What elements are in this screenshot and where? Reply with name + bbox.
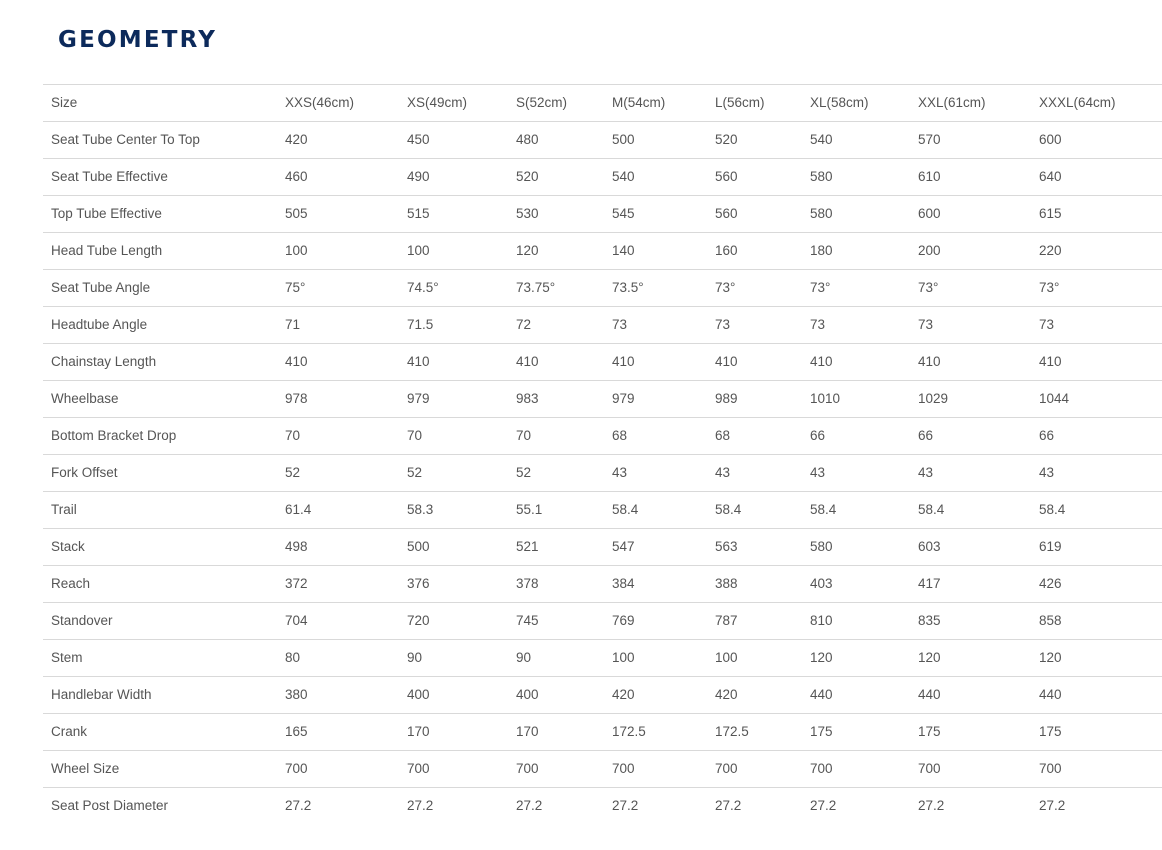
cell-value: 810	[810, 613, 833, 628]
cell-value: 440	[1039, 687, 1062, 702]
cell-value: 73°	[1039, 280, 1060, 295]
cell-value: 43	[715, 465, 731, 480]
cell-value: 521	[516, 539, 539, 554]
cell-value: 52	[285, 465, 301, 480]
cell-value: 769	[612, 613, 635, 628]
row-label: Wheelbase	[51, 391, 119, 406]
cell-value: 700	[516, 761, 539, 776]
cell-value: 603	[918, 539, 941, 554]
cell-value: 100	[407, 243, 430, 258]
cell-value: 700	[918, 761, 941, 776]
row-label: Seat Tube Center To Top	[51, 132, 200, 147]
cell-value: 73	[918, 317, 934, 332]
cell-value: 66	[918, 428, 934, 443]
cell-value: 27.2	[407, 798, 434, 814]
cell-value: 1029	[918, 391, 949, 406]
cell-value: 440	[918, 687, 941, 702]
cell-value: 426	[1039, 576, 1062, 591]
cell-value: 73	[715, 317, 731, 332]
table-row	[43, 196, 1162, 233]
cell-value: 417	[918, 576, 941, 591]
table-row	[43, 529, 1162, 566]
cell-value: 43	[1039, 465, 1055, 480]
row-label: Top Tube Effective	[51, 206, 162, 221]
cell-value: 160	[715, 243, 738, 258]
cell-value: 70	[407, 428, 423, 443]
cell-value: 43	[612, 465, 628, 480]
cell-value: 615	[1039, 206, 1062, 221]
cell-value: 27.2	[612, 798, 639, 814]
row-label: Headtube Angle	[51, 317, 148, 332]
row-label: Stem	[51, 650, 83, 665]
table-row	[43, 344, 1162, 381]
cell-value: 66	[810, 428, 826, 443]
cell-value: 410	[516, 354, 539, 369]
cell-value: 540	[810, 132, 833, 147]
cell-value: 372	[285, 576, 308, 591]
table-row	[43, 233, 1162, 270]
cell-value: 547	[612, 539, 635, 554]
cell-value: 410	[918, 354, 941, 369]
cell-value: 410	[1039, 354, 1062, 369]
cell-value: 61.4	[285, 502, 312, 517]
cell-value: 580	[810, 539, 833, 554]
cell-value: 71	[285, 317, 301, 332]
table-row	[43, 677, 1162, 714]
cell-value: 140	[612, 243, 635, 258]
cell-value: 540	[612, 169, 635, 184]
cell-value: 220	[1039, 243, 1062, 258]
table-row	[43, 270, 1162, 307]
cell-value: 410	[285, 354, 308, 369]
cell-value: 619	[1039, 539, 1062, 554]
cell-value: 505	[285, 206, 308, 221]
cell-value: 27.2	[285, 798, 312, 814]
row-label: Chainstay Length	[51, 354, 157, 369]
cell-value: 73°	[810, 280, 831, 295]
cell-value: 27.2	[715, 798, 742, 814]
cell-value: 58.4	[1039, 502, 1066, 517]
table-row	[43, 566, 1162, 603]
size-header: XXL(61cm)	[918, 95, 986, 110]
cell-value: 90	[516, 650, 532, 665]
cell-value: 70	[285, 428, 301, 443]
row-label: Bottom Bracket Drop	[51, 428, 177, 443]
cell-value: 172.5	[612, 724, 646, 739]
cell-value: 600	[1039, 132, 1062, 147]
cell-value: 170	[407, 724, 430, 739]
cell-value: 520	[516, 169, 539, 184]
cell-value: 120	[918, 650, 941, 665]
table-row	[43, 640, 1162, 677]
cell-value: 200	[918, 243, 941, 258]
cell-value: 440	[810, 687, 833, 702]
cell-value: 73°	[918, 280, 939, 295]
cell-value: 420	[285, 132, 308, 147]
cell-value: 58.4	[612, 502, 639, 517]
cell-value: 388	[715, 576, 738, 591]
cell-value: 165	[285, 724, 308, 739]
cell-value: 400	[516, 687, 539, 702]
cell-value: 580	[810, 169, 833, 184]
table-row	[43, 751, 1162, 788]
row-label: Seat Tube Effective	[51, 169, 168, 184]
cell-value: 175	[1039, 724, 1062, 739]
row-label: Reach	[51, 576, 91, 591]
cell-value: 410	[407, 354, 430, 369]
cell-value: 700	[612, 761, 635, 776]
cell-value: 100	[715, 650, 738, 665]
cell-value: 73	[810, 317, 826, 332]
size-header: XXXL(64cm)	[1039, 95, 1116, 110]
row-label: Seat Tube Angle	[51, 280, 151, 295]
cell-value: 73	[612, 317, 628, 332]
cell-value: 1010	[810, 391, 841, 406]
table-row	[43, 159, 1162, 196]
size-header: XL(58cm)	[810, 95, 869, 110]
size-header: M(54cm)	[612, 95, 666, 110]
cell-value: 175	[810, 724, 833, 739]
table-row	[43, 492, 1162, 529]
cell-value: 640	[1039, 169, 1062, 184]
cell-value: 68	[612, 428, 628, 443]
cell-value: 68	[715, 428, 731, 443]
table-row	[43, 307, 1162, 344]
cell-value: 27.2	[1039, 798, 1066, 814]
cell-value: 58.4	[918, 502, 945, 517]
cell-value: 400	[407, 687, 430, 702]
cell-value: 600	[918, 206, 941, 221]
cell-value: 120	[516, 243, 539, 258]
cell-value: 979	[407, 391, 430, 406]
table-header-row	[43, 85, 1162, 122]
cell-value: 460	[285, 169, 308, 184]
row-label: Head Tube Length	[51, 243, 163, 258]
cell-value: 720	[407, 613, 430, 628]
cell-value: 58.3	[407, 502, 434, 517]
row-label: Handlebar Width	[51, 687, 152, 702]
cell-value: 563	[715, 539, 738, 554]
cell-value: 27.2	[918, 798, 945, 814]
cell-value: 560	[715, 206, 738, 221]
row-label: Trail	[51, 502, 77, 517]
cell-value: 55.1	[516, 502, 543, 517]
cell-value: 410	[810, 354, 833, 369]
cell-value: 27.2	[810, 798, 837, 814]
cell-value: 530	[516, 206, 539, 221]
cell-value: 420	[612, 687, 635, 702]
cell-value: 403	[810, 576, 833, 591]
cell-value: 73.5°	[612, 280, 644, 295]
cell-value: 72	[516, 317, 532, 332]
size-header: L(56cm)	[715, 95, 765, 110]
geometry-table	[43, 84, 1162, 825]
cell-value: 384	[612, 576, 635, 591]
cell-value: 545	[612, 206, 635, 221]
table-row	[43, 381, 1162, 418]
cell-value: 745	[516, 613, 539, 628]
cell-value: 989	[715, 391, 738, 406]
cell-value: 100	[285, 243, 308, 258]
cell-value: 500	[407, 539, 430, 554]
table-row	[43, 714, 1162, 751]
cell-value: 835	[918, 613, 941, 628]
cell-value: 80	[285, 650, 301, 665]
cell-value: 43	[810, 465, 826, 480]
table-row	[43, 603, 1162, 640]
row-label: Seat Post Diameter	[51, 798, 169, 814]
cell-value: 380	[285, 687, 308, 702]
cell-value: 480	[516, 132, 539, 147]
cell-value: 580	[810, 206, 833, 221]
row-label: Wheel Size	[51, 761, 120, 776]
cell-value: 74.5°	[407, 280, 439, 295]
cell-value: 978	[285, 391, 308, 406]
cell-value: 376	[407, 576, 430, 591]
cell-value: 610	[918, 169, 941, 184]
cell-value: 73	[1039, 317, 1055, 332]
cell-value: 90	[407, 650, 423, 665]
row-label: Standover	[51, 613, 113, 628]
row-label: Stack	[51, 539, 85, 554]
cell-value: 100	[612, 650, 635, 665]
cell-value: 700	[285, 761, 308, 776]
cell-value: 170	[516, 724, 539, 739]
cell-value: 515	[407, 206, 430, 221]
size-header: XXS(46cm)	[285, 95, 355, 110]
cell-value: 27.2	[516, 798, 543, 814]
row-label: Fork Offset	[51, 465, 118, 480]
cell-value: 498	[285, 539, 308, 554]
table-row	[43, 122, 1162, 159]
cell-value: 73.75°	[516, 280, 556, 295]
cell-value: 983	[516, 391, 539, 406]
cell-value: 52	[407, 465, 423, 480]
cell-value: 420	[715, 687, 738, 702]
cell-value: 858	[1039, 613, 1062, 628]
cell-value: 180	[810, 243, 833, 258]
cell-value: 52	[516, 465, 532, 480]
cell-value: 787	[715, 613, 738, 628]
table-row	[43, 418, 1162, 455]
cell-value: 410	[715, 354, 738, 369]
cell-value: 704	[285, 613, 308, 628]
cell-value: 43	[918, 465, 934, 480]
cell-value: 66	[1039, 428, 1055, 443]
cell-value: 120	[810, 650, 833, 665]
row-label: Crank	[51, 724, 88, 739]
cell-value: 520	[715, 132, 738, 147]
cell-value: 979	[612, 391, 635, 406]
cell-value: 1044	[1039, 391, 1070, 406]
cell-value: 120	[1039, 650, 1062, 665]
cell-value: 700	[407, 761, 430, 776]
cell-value: 500	[612, 132, 635, 147]
table-row	[43, 455, 1162, 492]
cell-value: 70	[516, 428, 532, 443]
size-header: XS(49cm)	[407, 95, 468, 110]
cell-value: 172.5	[715, 724, 749, 739]
cell-value: 700	[715, 761, 738, 776]
cell-value: 378	[516, 576, 539, 591]
cell-value: 175	[918, 724, 941, 739]
cell-value: 490	[407, 169, 430, 184]
page-title: GEOMETRY	[58, 27, 218, 53]
cell-value: 560	[715, 169, 738, 184]
cell-value: 450	[407, 132, 430, 147]
cell-value: 700	[1039, 761, 1062, 776]
table-row	[43, 788, 1162, 825]
cell-value: 71.5	[407, 317, 434, 332]
header-label: Size	[51, 95, 78, 110]
cell-value: 58.4	[810, 502, 837, 517]
size-header: S(52cm)	[516, 95, 568, 110]
cell-value: 570	[918, 132, 941, 147]
cell-value: 75°	[285, 280, 306, 295]
cell-value: 58.4	[715, 502, 742, 517]
cell-value: 73°	[715, 280, 736, 295]
cell-value: 700	[810, 761, 833, 776]
cell-value: 410	[612, 354, 635, 369]
